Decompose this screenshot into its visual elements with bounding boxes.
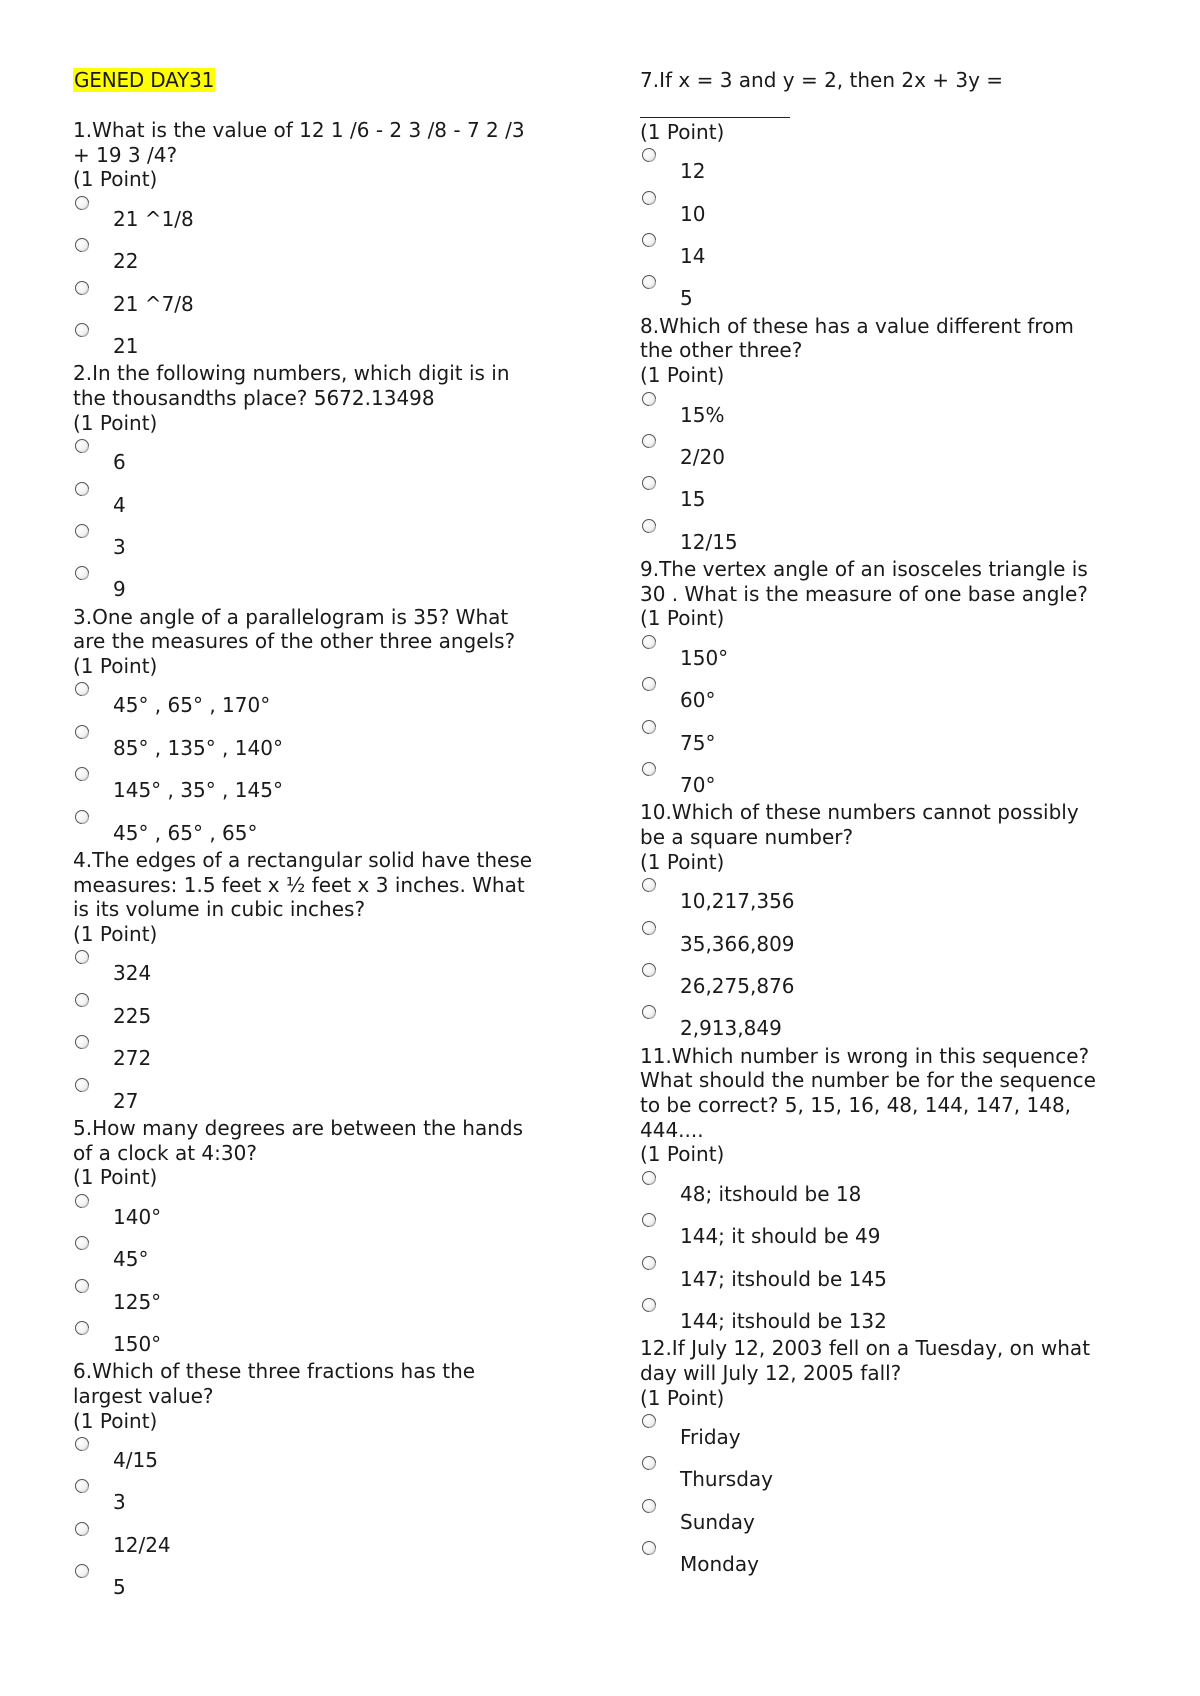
- radio-button-icon[interactable]: [75, 524, 89, 538]
- question-text: 9.The vertex angle of an isosceles triangle is 30 . What is the measure of one base angle?: [640, 557, 1088, 606]
- answer-option[interactable]: [73, 277, 573, 319]
- question-block: [73, 605, 573, 848]
- option-list: [73, 435, 573, 605]
- radio-button-icon[interactable]: [75, 1078, 89, 1092]
- question-text: 2.In the following numbers, which digit is in the thousandths place? 5672.13498: [73, 361, 510, 410]
- answer-option[interactable]: [640, 229, 1140, 271]
- answer-option[interactable]: [73, 1190, 573, 1232]
- option-label: 145° , 35° , 145°: [113, 778, 283, 803]
- answer-option[interactable]: [640, 758, 1140, 800]
- option-label: 9: [113, 577, 126, 602]
- answer-option[interactable]: [640, 515, 1140, 557]
- radio-button-icon[interactable]: [642, 1414, 656, 1428]
- option-label: 12: [680, 159, 706, 184]
- radio-button-icon[interactable]: [75, 950, 89, 964]
- answer-option[interactable]: [640, 716, 1140, 758]
- radio-button-icon[interactable]: [642, 762, 656, 776]
- radio-button-icon[interactable]: [642, 148, 656, 162]
- question-text: 5.How many degrees are between the hands of a clock at 4:30?: [73, 1115, 523, 1165]
- question-points: (1 Point): [640, 1385, 725, 1410]
- radio-button-icon[interactable]: [75, 1522, 89, 1536]
- page-title: GENED DAY31: [74, 68, 215, 92]
- radio-button-icon[interactable]: [75, 281, 89, 295]
- right-question-list: [640, 68, 1140, 1580]
- answer-option[interactable]: [640, 1167, 1140, 1209]
- question-block: [73, 118, 573, 361]
- option-label: 140°: [113, 1204, 162, 1229]
- answer-option[interactable]: [73, 478, 573, 520]
- option-label: 3: [113, 1490, 126, 1515]
- radio-button-icon[interactable]: [642, 392, 656, 406]
- question-text: 3.One angle of a parallelogram is 35? What are the measures of the other three angels?: [73, 604, 516, 654]
- answer-option[interactable]: [640, 1537, 1140, 1579]
- option-label: 35,366,809: [680, 931, 795, 956]
- answer-option[interactable]: [73, 1518, 573, 1560]
- question-text: 12.If July 12, 2003 fell on a Tuesday, on what day will July 12, 2005 fall?: [640, 1336, 1091, 1385]
- option-label: 147; itshould be 145: [680, 1266, 887, 1291]
- radio-button-icon[interactable]: [642, 1456, 656, 1470]
- answer-option[interactable]: [73, 1232, 573, 1274]
- option-label: 5: [680, 286, 693, 311]
- option-label: 12/24: [113, 1532, 171, 1557]
- question-text: 1.What is the value of 12 1 /6 - 2 3 /8 - 7 2 /3 + 19 3 /4?: [73, 118, 525, 167]
- answer-option[interactable]: [73, 520, 573, 562]
- answer-option[interactable]: [73, 435, 573, 477]
- answer-option[interactable]: [640, 430, 1140, 472]
- option-label: 45°: [113, 1247, 149, 1272]
- radio-button-icon[interactable]: [75, 566, 89, 580]
- answer-option[interactable]: [640, 388, 1140, 430]
- radio-button-icon[interactable]: [75, 323, 89, 337]
- option-label: 22: [113, 249, 139, 274]
- answer-option[interactable]: [73, 1433, 573, 1475]
- question-points: (1 Point): [640, 362, 725, 387]
- radio-button-icon[interactable]: [642, 1213, 656, 1227]
- radio-button-icon[interactable]: [75, 1236, 89, 1250]
- radio-button-icon[interactable]: [75, 1564, 89, 1578]
- option-label: 15: [680, 487, 706, 512]
- option-label: 144; it should be 49: [680, 1224, 881, 1249]
- radio-button-icon[interactable]: [642, 233, 656, 247]
- answer-option[interactable]: [73, 192, 573, 234]
- option-label: 75°: [680, 730, 716, 755]
- radio-button-icon[interactable]: [75, 439, 89, 453]
- radio-button-icon[interactable]: [75, 993, 89, 1007]
- option-label: Sunday: [680, 1509, 755, 1534]
- question-block: [640, 800, 1140, 1043]
- question-points: (1 Point): [73, 1408, 158, 1433]
- question-block: [73, 361, 573, 604]
- option-label: 10,217,356: [680, 889, 795, 914]
- option-list: [640, 388, 1140, 558]
- answer-option[interactable]: [73, 562, 573, 604]
- answer-option[interactable]: [640, 144, 1140, 186]
- option-label: 144; itshould be 132: [680, 1308, 887, 1333]
- option-label: 150°: [680, 645, 729, 670]
- option-label: 70°: [680, 773, 716, 798]
- option-list: [73, 1190, 573, 1360]
- title-wrap: [73, 68, 573, 118]
- option-list: [640, 1167, 1140, 1337]
- answer-option[interactable]: [640, 631, 1140, 673]
- question-block: [640, 68, 1140, 314]
- answer-option[interactable]: [640, 187, 1140, 229]
- question-block: [640, 557, 1140, 800]
- question-block: [73, 1359, 573, 1602]
- option-label: 150°: [113, 1331, 162, 1356]
- question-text: 11.Which number is wrong in this sequence? What should the number be for the sequence to be correct? 5, 15, 16, 48, 144, 147, 148, 444....: [640, 1043, 1096, 1142]
- option-label: Thursday: [680, 1467, 773, 1492]
- option-label: 272: [113, 1046, 152, 1071]
- answer-option[interactable]: [640, 959, 1140, 1001]
- option-label: 21: [113, 333, 139, 358]
- left-question-list: [73, 118, 573, 1603]
- option-list: [73, 192, 573, 362]
- answer-option[interactable]: [640, 1495, 1140, 1537]
- answer-option[interactable]: [73, 1475, 573, 1517]
- question-points: (1 Point): [73, 410, 158, 435]
- radio-button-icon[interactable]: [642, 921, 656, 935]
- option-label: 6: [113, 450, 126, 475]
- answer-option[interactable]: [640, 1410, 1140, 1452]
- answer-option[interactable]: [640, 271, 1140, 313]
- answer-option[interactable]: [73, 234, 573, 276]
- radio-button-icon[interactable]: [75, 725, 89, 739]
- answer-option[interactable]: [640, 673, 1140, 715]
- radio-button-icon[interactable]: [642, 476, 656, 490]
- option-list: [640, 144, 1140, 314]
- option-label: 2,913,849: [680, 1016, 782, 1041]
- option-list: [640, 1410, 1140, 1580]
- question-block: [640, 1044, 1140, 1337]
- question-text: 7.If x = 3 and y = 2, then 2x + 3y =: [640, 68, 1004, 92]
- answer-option[interactable]: [73, 1031, 573, 1073]
- answer-option[interactable]: [640, 1452, 1140, 1494]
- radio-button-icon[interactable]: [642, 878, 656, 892]
- question-text: 4.The edges of a rectangular solid have these measures: 1.5 feet x ½ feet x 3 inches. What is its volume in cubic inches?: [73, 848, 533, 922]
- answer-option[interactable]: [73, 989, 573, 1031]
- option-label: 21 ^1/8: [113, 206, 194, 231]
- option-label: 45° , 65° , 65°: [113, 820, 258, 845]
- option-list: [73, 946, 573, 1116]
- radio-button-icon[interactable]: [642, 1171, 656, 1185]
- answer-option[interactable]: [640, 1209, 1140, 1251]
- radio-button-icon[interactable]: [642, 963, 656, 977]
- answer-option[interactable]: [73, 946, 573, 988]
- option-list: [640, 874, 1140, 1044]
- question-block: [640, 1336, 1140, 1579]
- option-label: 45° , 65° , 170°: [113, 693, 271, 718]
- answer-option[interactable]: [640, 472, 1140, 514]
- question-points: (1 Point): [640, 606, 725, 631]
- radio-button-icon[interactable]: [642, 275, 656, 289]
- option-label: 3: [113, 534, 126, 559]
- radio-button-icon[interactable]: [75, 1035, 89, 1049]
- right-column: [640, 68, 1140, 1580]
- option-label: 15%: [680, 402, 725, 427]
- radio-button-icon[interactable]: [75, 810, 89, 824]
- answer-option[interactable]: [640, 1001, 1140, 1043]
- radio-button-icon[interactable]: [75, 1321, 89, 1335]
- question-text: 8.Which of these has a value different from the other three?: [640, 313, 1074, 363]
- question-points: (1 Point): [73, 653, 158, 678]
- question-block: [640, 314, 1140, 557]
- radio-button-icon[interactable]: [642, 1256, 656, 1270]
- radio-button-icon[interactable]: [642, 677, 656, 691]
- option-label: 85° , 135° , 140°: [113, 735, 283, 760]
- option-label: 4/15: [113, 1448, 158, 1473]
- option-label: 4: [113, 492, 126, 517]
- option-label: 48; itshould be 18: [680, 1181, 862, 1206]
- answer-option[interactable]: [73, 319, 573, 361]
- question-points: (1 Point): [73, 1165, 158, 1190]
- option-label: 5: [113, 1575, 126, 1600]
- radio-button-icon[interactable]: [75, 1437, 89, 1451]
- option-label: 125°: [113, 1289, 162, 1314]
- radio-button-icon[interactable]: [75, 767, 89, 781]
- radio-button-icon[interactable]: [642, 434, 656, 448]
- question-block: [73, 1116, 573, 1359]
- option-label: Monday: [680, 1552, 759, 1577]
- radio-button-icon[interactable]: [75, 1479, 89, 1493]
- option-label: 12/15: [680, 529, 738, 554]
- answer-blank-line: [640, 93, 790, 118]
- radio-button-icon[interactable]: [642, 1541, 656, 1555]
- left-column: [73, 68, 573, 1603]
- question-points: (1 Point): [640, 1142, 725, 1167]
- answer-option[interactable]: [73, 1074, 573, 1116]
- answer-option[interactable]: [73, 1275, 573, 1317]
- question-points: (1 Point): [73, 921, 158, 946]
- answer-option[interactable]: [640, 917, 1140, 959]
- question-block: [73, 848, 573, 1116]
- answer-option[interactable]: [73, 1560, 573, 1602]
- answer-option[interactable]: [640, 1252, 1140, 1294]
- question-points: (1 Point): [640, 849, 725, 874]
- option-label: 2/20: [680, 444, 725, 469]
- option-list: [73, 678, 573, 848]
- question-points: (1 Point): [73, 167, 158, 192]
- radio-button-icon[interactable]: [642, 720, 656, 734]
- option-label: 225: [113, 1003, 152, 1028]
- answer-option[interactable]: [73, 1317, 573, 1359]
- option-list: [640, 631, 1140, 801]
- radio-button-icon[interactable]: [75, 1194, 89, 1208]
- option-label: 10: [680, 201, 706, 226]
- radio-button-icon[interactable]: [642, 1499, 656, 1513]
- question-text: 6.Which of these three fractions has the largest value?: [73, 1359, 476, 1408]
- radio-button-icon[interactable]: [75, 482, 89, 496]
- option-label: 324: [113, 961, 152, 986]
- option-label: 21 ^7/8: [113, 291, 194, 316]
- answer-option[interactable]: [640, 874, 1140, 916]
- question-points: (1 Point): [640, 119, 725, 144]
- radio-button-icon[interactable]: [75, 196, 89, 210]
- radio-button-icon[interactable]: [642, 635, 656, 649]
- option-label: 27: [113, 1088, 139, 1113]
- option-label: 60°: [680, 688, 716, 713]
- answer-option[interactable]: [73, 763, 573, 805]
- option-label: 14: [680, 243, 706, 268]
- option-label: Friday: [680, 1425, 741, 1450]
- radio-button-icon[interactable]: [642, 1005, 656, 1019]
- answer-option[interactable]: [640, 1294, 1140, 1336]
- answer-option[interactable]: [73, 721, 573, 763]
- radio-button-icon[interactable]: [642, 519, 656, 533]
- option-list: [73, 1433, 573, 1603]
- question-text: 10.Which of these numbers cannot possibly be a square number?: [640, 800, 1079, 850]
- radio-button-icon[interactable]: [642, 191, 656, 205]
- radio-button-icon[interactable]: [75, 238, 89, 252]
- answer-option[interactable]: [73, 806, 573, 848]
- radio-button-icon[interactable]: [75, 1279, 89, 1293]
- radio-button-icon[interactable]: [642, 1298, 656, 1312]
- answer-option[interactable]: [73, 678, 573, 720]
- radio-button-icon[interactable]: [75, 682, 89, 696]
- option-label: 26,275,876: [680, 974, 795, 998]
